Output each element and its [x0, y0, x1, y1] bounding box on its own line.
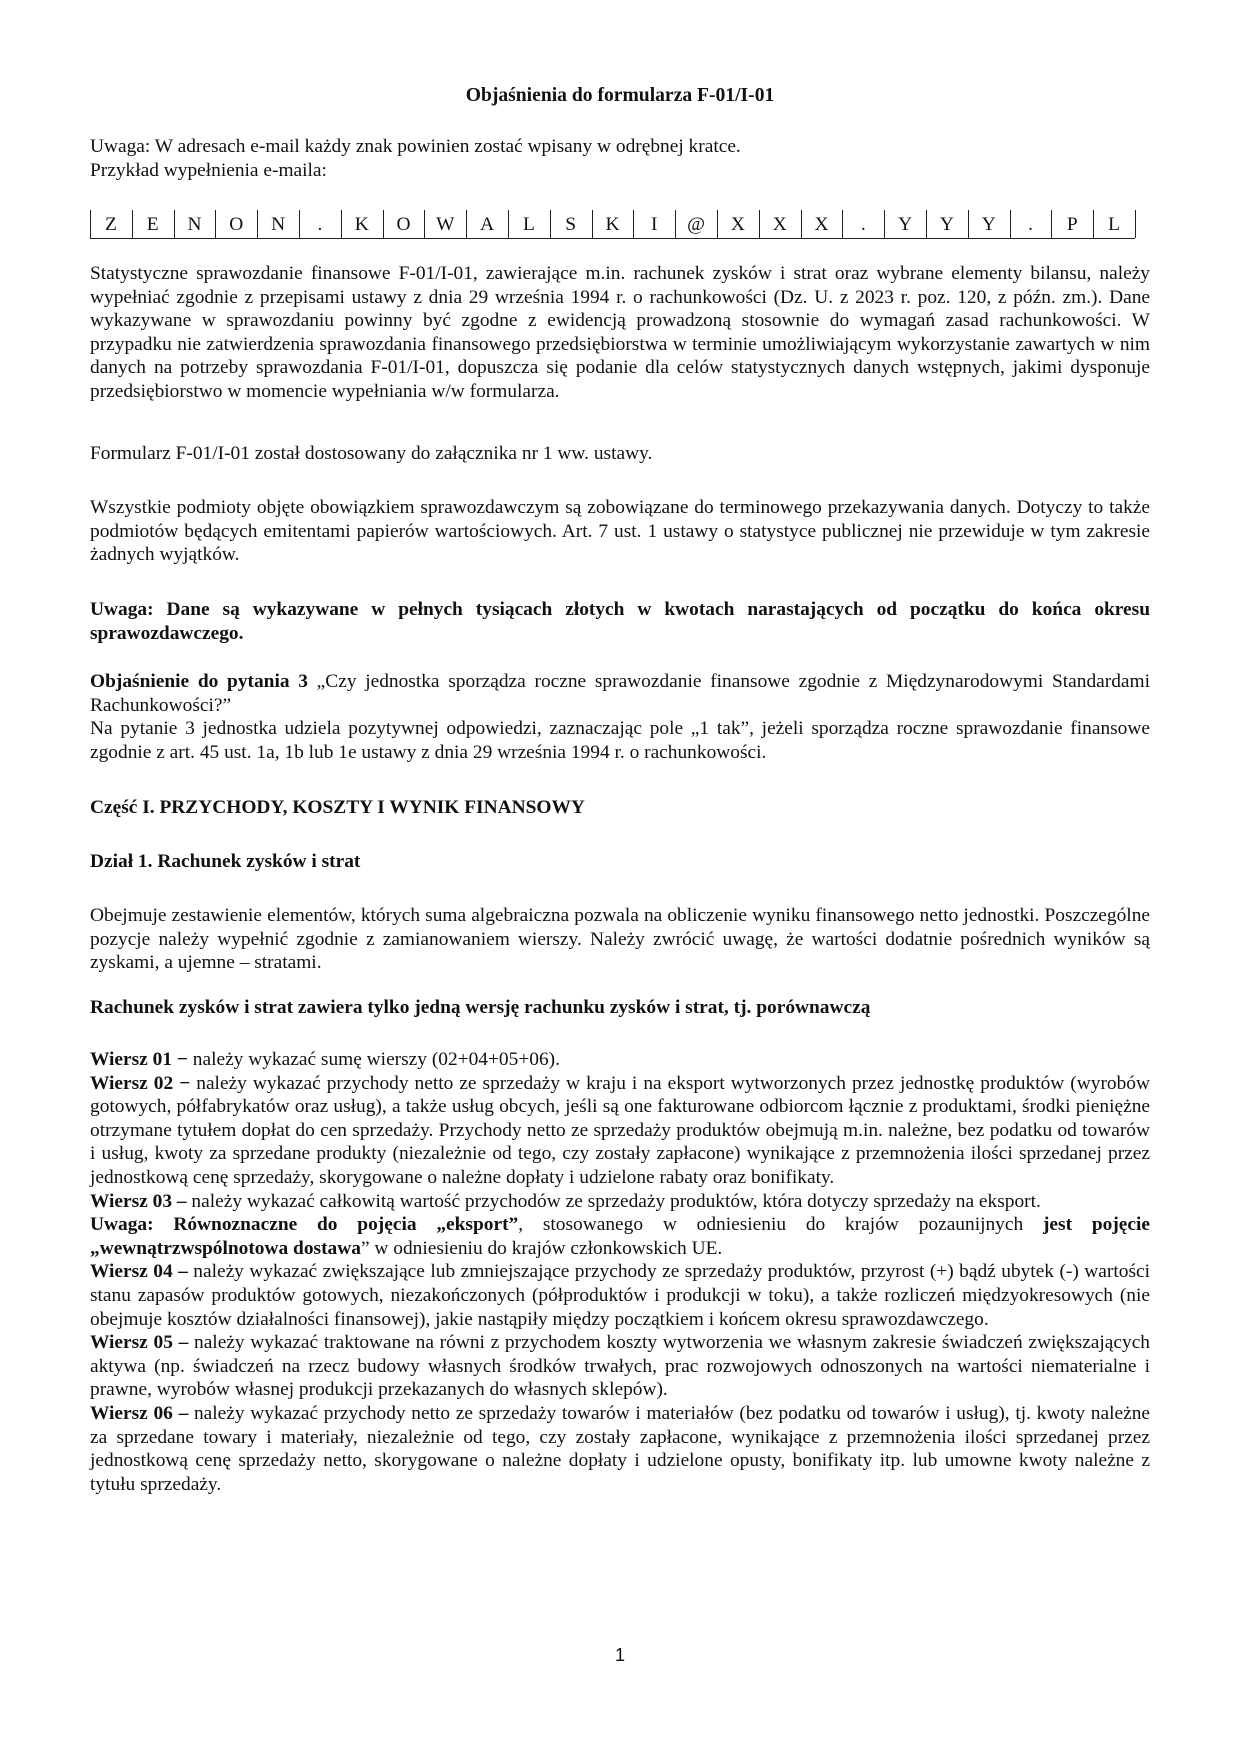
email-char-cell: . — [860, 214, 866, 235]
email-char-cell: K — [354, 214, 369, 235]
section1-heading: Dział 1. Rachunek zysków i strat — [90, 851, 361, 872]
row-01-explanation — [90, 1048, 1150, 1072]
row-06-explanation — [90, 1402, 1150, 1496]
export-note-bold-2: jest pojęcie „wewnątrzwspólnotowa dostawa — [90, 1214, 1150, 1259]
row-02-explanation — [90, 1072, 1150, 1190]
email-char-cell: O — [396, 214, 411, 235]
row-05-text: należy wykazać traktowane na równi z przychodem koszty wytworzenia we własnym zakresie świadczeń zwiększających aktywa (np. świadczeń na rzecz budowy własnych środków trwałych, prac rozwojowych odnoszonych na wartości niematerialne i prawne, wyrobów własnej produkcji przekazanych do własnych sklepów). — [90, 1332, 1150, 1401]
email-char-cell: X — [772, 214, 787, 235]
email-note: Uwaga: W adresach e-mail każdy znak powinien zostać wpisany w odrębnej kratce. — [90, 136, 741, 157]
rows-explanation — [90, 1048, 1150, 1496]
question3-answer: Na pytanie 3 jednostka udziela pozytywnej odpowiedzi, zaznaczając pole „1 tak”, jeżeli sporządza roczne sprawozdanie finansowe zgodnie z art. 45 ust. 1a, 1b lub 1e ustawy z dnia 29 września 1994 r. o rachunkowości. — [90, 718, 1150, 763]
email-char-cell: Z — [104, 214, 117, 235]
email-char-cell: S — [565, 214, 577, 235]
comparative-note: Rachunek zysków i strat zawiera tylko jedną wersję rachunku zysków i strat, tj. porównawczą — [90, 997, 871, 1018]
row-06-text: należy wykazać przychody netto ze sprzedaży towarów i materiałów (bez podatku od towarów i usług), tj. kwoty należne za sprzedane towary i materiały, niezależnie od tego, czy zostały zapłacone, wynikające z przemnożenia ilości sprzedanej przez jednostkową cenę sprzedaży netto, skorygowane o należne dopłaty i udzielone opusty, bonifikaty itp. lub umowne kwoty należne z tytułu sprzedaży. — [90, 1402, 1151, 1495]
email-char-cell: K — [605, 214, 620, 235]
row-05-label: Wiersz 05 – — [90, 1332, 189, 1354]
email-char-cell: Y — [939, 214, 954, 235]
row-02-text: należy wykazać przychody netto ze sprzedaży w kraju i na eksport wytworzonych przez jednostkę produktów (wyrobów gotowych, półfabrykatów oraz usług), a także usług obcych, jeśli są one fakturowane odbiorcom łącznie z produktami, środki pieniężne otrzymane tytułem dopłat do cen sprzedaży. Przychody netto ze sprzedaży produktów obejmują m.in. należne, bez podatku od towarów i usług, kwoty za sprzedane produkty (niezależnie od tego, czy zostały zapłacone) wynikające z przemnożenia ilości sprzedanej przez jednostkową cenę sprzedaży, skorygowane o należne dopłaty i udzielone rabaty oraz bonifikaty. — [90, 1072, 1150, 1188]
question3-label: Objaśnienie do pytania 3 — [90, 671, 308, 692]
row-04-text: należy wykazać zwiększające lub zmniejszające przychody ze sprzedaży produktów, przyrost (+) bądź ubytek (-) wartości stanu zapasów produktów gotowych, niezakończonych (półproduktów i produkcji w toku), a także rozliczeń międzyokresowych (nie obejmuje kosztów działalności finansowej), jakie nastąpiły między początkiem i końcem okresu sprawozdawczego. — [90, 1261, 1150, 1330]
email-example-label: Przykład wypełnienia e-maila: — [90, 159, 327, 181]
email-char-cell: N — [187, 214, 202, 235]
row-04-label: Wiersz 04 – — [90, 1261, 188, 1283]
row-03-explanation — [90, 1190, 1150, 1214]
email-char-cell: X — [730, 214, 745, 235]
email-char-cell: . — [317, 214, 323, 235]
email-char-cell: X — [814, 214, 829, 235]
document-title: Objaśnienia do formularza F-01/I-01 — [465, 85, 775, 106]
export-note-mid: , stosowanego w odniesieniu do krajów pozaunijnych — [518, 1214, 1043, 1236]
email-example-strip — [90, 210, 1135, 239]
intro-paragraph: Statystyczne sprawozdanie finansowe F-01/I-01, zawierające m.in. rachunek zysków i strat oraz wybrane elementy bilansu, należy wypełniać zgodnie z przepisami ustawy z dnia 29 września 1994 r. o rachunkowości (Dz. U. z 2023 r. poz. 120, z późn. zm.). Dane wykazywane w sprawozdaniu powinny być zgodne z ewidencją prowadzoną stosownie do wymagań zasad rachunkowości. W przypadku nie zatwierdzenia sprawozdania finansowego przedsiębiorstwa w terminie umożliwiającym wykorzystanie zawartych w nim danych na potrzeby sprawozdania F-01/I-01, dopuszcza się podanie dla celów statystycznych danych wstępnych, jakimi dysponuje przedsiębiorstwo w momencie wypełniania w/w formularza. — [90, 263, 1150, 402]
export-note — [90, 1213, 1150, 1260]
email-note-block — [90, 135, 1150, 182]
row-01-label: Wiersz 01 − — [90, 1049, 188, 1070]
email-char-cell: W — [436, 214, 455, 235]
row-02-label: Wiersz 02 − — [90, 1072, 191, 1094]
email-char-cell: . — [1028, 214, 1033, 235]
obligation-paragraph: Wszystkie podmioty objęte obowiązkiem sprawozdawczym są zobowiązane do terminowego przekazywania danych. Dotyczy to także podmiotów będących emitentami papierów wartościowych. Art. 7 ust. 1 ustawy o statystyce publicznej nie przewiduje w tym zakresie żadnych wyjątków. — [90, 497, 1150, 566]
email-char-cell: L — [522, 214, 535, 235]
email-char-cell: E — [146, 214, 159, 235]
email-char-cell: A — [480, 214, 495, 235]
email-char-cell: N — [271, 214, 286, 235]
part1-heading: Część I. PRZYCHODY, KOSZTY I WYNIK FINANSOWY — [90, 797, 585, 818]
thousands-note: Uwaga: Dane są wykazywane w pełnych tysiącach złotych w kwotach narastających od początku do końca okresu sprawozdawczego. — [90, 599, 1150, 644]
row-06-label: Wiersz 06 – — [90, 1402, 189, 1424]
email-char-cell: P — [1066, 214, 1078, 235]
email-char-cell: L — [1108, 214, 1121, 235]
question3-explanation — [90, 670, 1150, 764]
form-adapted-note: Formularz F-01/I-01 został dostosowany do załącznika nr 1 ww. ustawy. — [90, 443, 653, 464]
email-cell-divider — [1135, 210, 1136, 238]
page-number: 1 — [614, 1645, 625, 1665]
row-03-text: należy wykazać całkowitą wartość przychodów ze sprzedaży produktów, która dotyczy sprzedaży na eksport. — [186, 1190, 1041, 1212]
email-char-cell: O — [229, 214, 244, 235]
question3-text: „Czy jednostka sporządza roczne sprawozdanie finansowe zgodnie z Międzynarodowymi Standardami Rachunkowości?” — [90, 671, 1150, 716]
row-04-explanation — [90, 1260, 1150, 1331]
row-05-explanation — [90, 1331, 1150, 1402]
section1-intro: Obejmuje zestawienie elementów, których suma algebraiczna pozwala na obliczenie wyniku finansowego netto jednostki. Poszczególne pozycje należy wypełnić zgodnie z zamianowaniem wierszy. Należy zwrócić uwagę, że wartości dodatnie pośrednich wyników są zyskami, a ujemne – stratami. — [90, 905, 1150, 974]
email-char-cell: @ — [687, 214, 706, 235]
email-char-cell: I — [651, 214, 658, 235]
row-01-text: należy wykazać sumę wierszy (02+04+05+06). — [187, 1049, 560, 1070]
email-char-cell: Y — [981, 214, 996, 235]
row-03-label: Wiersz 03 – — [90, 1190, 187, 1212]
export-note-end: ” w odniesieniu do krajów członkowskich UE. — [360, 1237, 723, 1259]
export-note-bold-1: Uwaga: Równoznaczne do pojęcia „eksport” — [90, 1214, 519, 1236]
email-char-cell: Y — [898, 214, 913, 235]
